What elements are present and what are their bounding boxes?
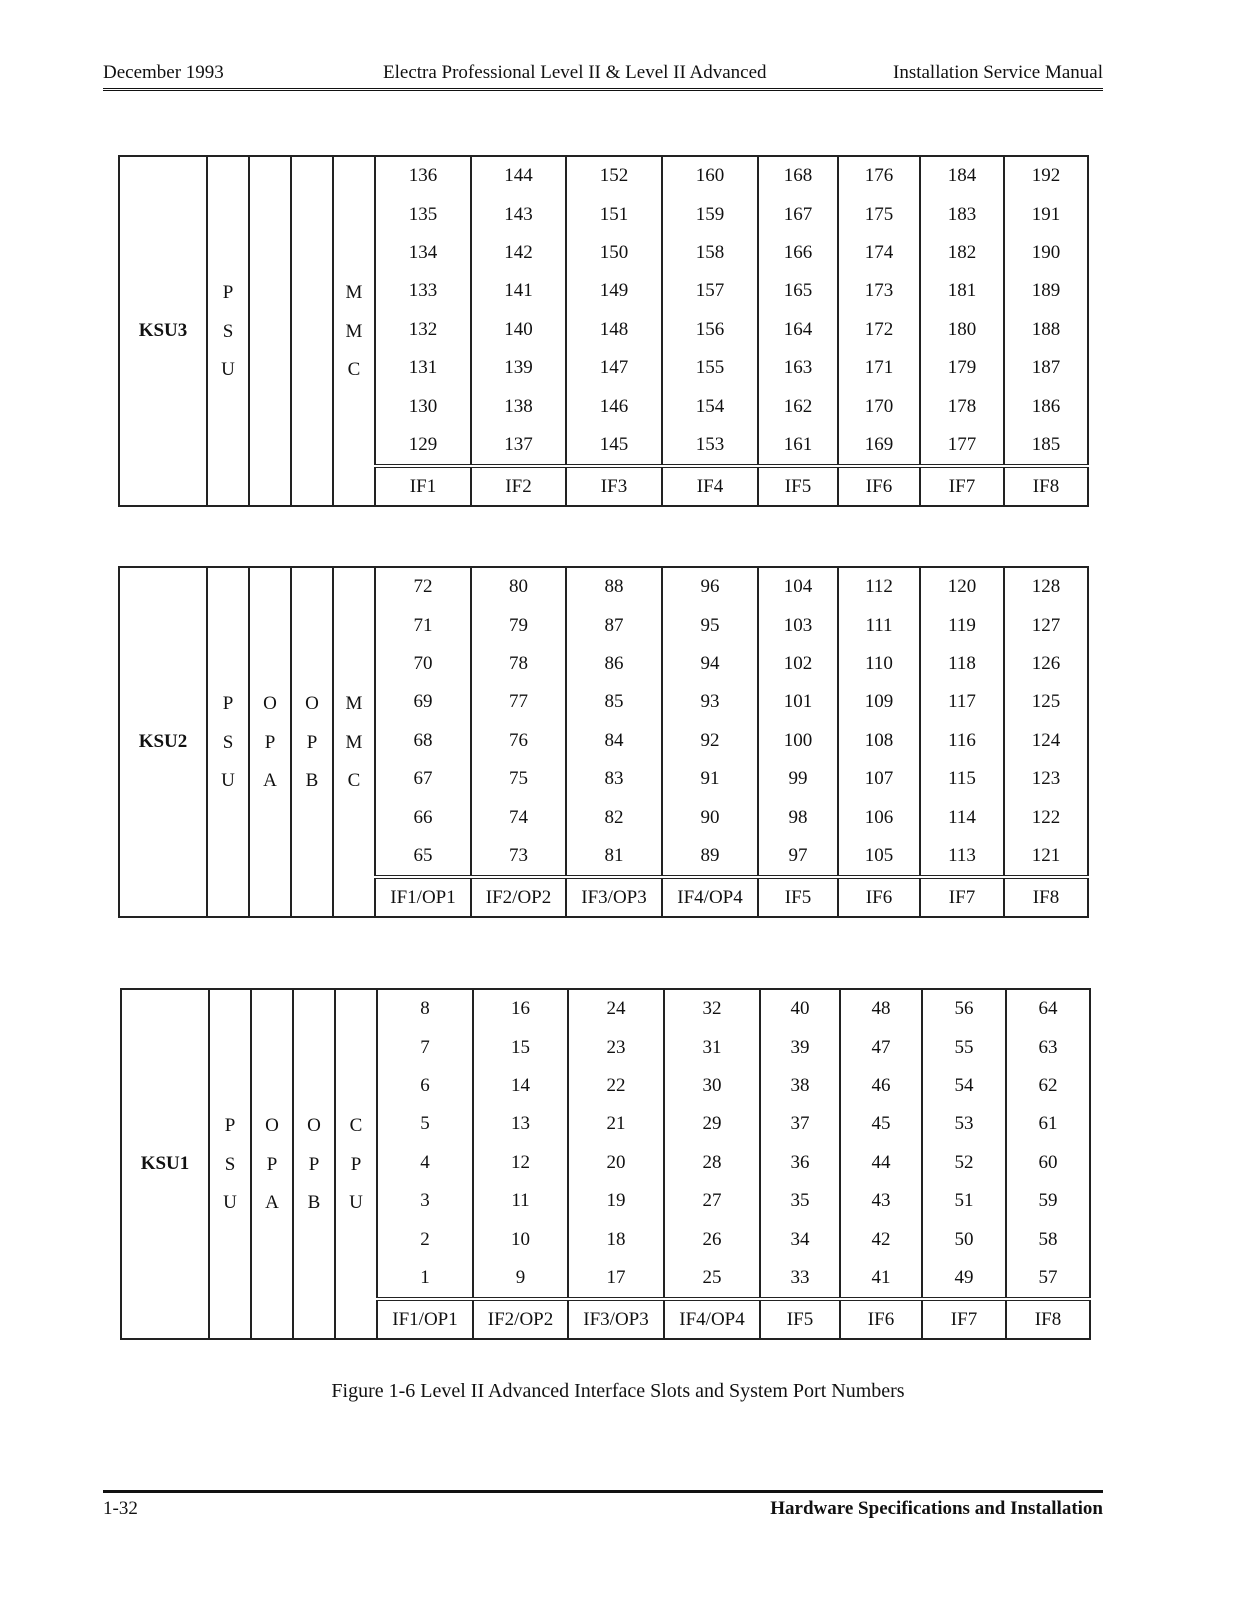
port-number: 185 bbox=[1004, 426, 1088, 466]
port-number: 5 bbox=[377, 1105, 473, 1143]
port-number: 79 bbox=[471, 606, 566, 644]
opb-letter: O bbox=[307, 1115, 321, 1137]
port-number: 122 bbox=[1004, 798, 1088, 836]
port-number: 172 bbox=[838, 311, 920, 349]
ksu-label: KSU2 bbox=[119, 567, 207, 917]
mmc-letter: C bbox=[347, 358, 361, 380]
opb-slot bbox=[291, 567, 333, 917]
port-number: 192 bbox=[1004, 156, 1088, 195]
port-number: 34 bbox=[760, 1220, 840, 1258]
port-number: 12 bbox=[473, 1144, 568, 1182]
port-number: 76 bbox=[471, 722, 566, 760]
port-number: 73 bbox=[471, 837, 566, 877]
port-number: 153 bbox=[662, 426, 758, 466]
slot-label: IF8 bbox=[1004, 877, 1088, 917]
port-number: 15 bbox=[473, 1028, 568, 1066]
port-number: 163 bbox=[758, 349, 838, 387]
slot-label: IF3/OP3 bbox=[568, 1299, 664, 1339]
port-number: 51 bbox=[922, 1182, 1006, 1220]
port-number: 120 bbox=[920, 567, 1004, 606]
slot-label: IF6 bbox=[838, 466, 920, 506]
opb-slot bbox=[291, 156, 333, 506]
slot-label: IF3 bbox=[566, 466, 662, 506]
opb-letter: O bbox=[305, 693, 319, 715]
port-number: 36 bbox=[760, 1144, 840, 1182]
slot-label: IF4/OP4 bbox=[664, 1299, 760, 1339]
port-number: 175 bbox=[838, 195, 920, 233]
port-number: 11 bbox=[473, 1182, 568, 1220]
port-number: 103 bbox=[758, 606, 838, 644]
table-row bbox=[121, 989, 1090, 1028]
port-number: 110 bbox=[838, 645, 920, 683]
port-number: 145 bbox=[566, 426, 662, 466]
port-number: 157 bbox=[662, 272, 758, 310]
psu-letter: P bbox=[222, 282, 234, 304]
port-number: 19 bbox=[568, 1182, 664, 1220]
port-number: 10 bbox=[473, 1220, 568, 1258]
mmc-letter: C bbox=[347, 769, 361, 791]
port-number: 137 bbox=[471, 426, 566, 466]
page-number: 1-32 bbox=[103, 1498, 138, 1519]
port-number: 151 bbox=[566, 195, 662, 233]
ksu-label: KSU1 bbox=[121, 989, 209, 1339]
port-number: 97 bbox=[758, 837, 838, 877]
port-number: 53 bbox=[922, 1105, 1006, 1143]
port-number: 126 bbox=[1004, 645, 1088, 683]
port-number: 83 bbox=[566, 760, 662, 798]
port-number: 109 bbox=[838, 683, 920, 721]
port-number: 161 bbox=[758, 426, 838, 466]
port-number: 33 bbox=[760, 1259, 840, 1299]
port-number: 114 bbox=[920, 798, 1004, 836]
psu-letter: U bbox=[221, 769, 235, 791]
slot-label: IF5 bbox=[758, 877, 838, 917]
port-number: 24 bbox=[568, 989, 664, 1028]
slot-label: IF2 bbox=[471, 466, 566, 506]
port-number: 183 bbox=[920, 195, 1004, 233]
port-number: 37 bbox=[760, 1105, 840, 1143]
port-number: 64 bbox=[1006, 989, 1090, 1028]
port-number: 112 bbox=[838, 567, 920, 606]
port-number: 4 bbox=[377, 1144, 473, 1182]
port-number: 106 bbox=[838, 798, 920, 836]
port-number: 164 bbox=[758, 311, 838, 349]
slot-label: IF4/OP4 bbox=[662, 877, 758, 917]
port-number: 56 bbox=[922, 989, 1006, 1028]
port-number: 21 bbox=[568, 1105, 664, 1143]
ksu1-table bbox=[120, 988, 1091, 1340]
port-number: 129 bbox=[375, 426, 471, 466]
port-number: 108 bbox=[838, 722, 920, 760]
psu-letter: S bbox=[222, 320, 234, 342]
slot-label: IF4 bbox=[662, 466, 758, 506]
port-number: 81 bbox=[566, 837, 662, 877]
slot-label: IF6 bbox=[840, 1299, 922, 1339]
port-number: 29 bbox=[664, 1105, 760, 1143]
port-number: 167 bbox=[758, 195, 838, 233]
port-number: 85 bbox=[566, 683, 662, 721]
port-number: 60 bbox=[1006, 1144, 1090, 1182]
slot-label: IF6 bbox=[838, 877, 920, 917]
opb-letter bbox=[292, 351, 332, 389]
port-number: 80 bbox=[471, 567, 566, 606]
port-number: 139 bbox=[471, 349, 566, 387]
port-number: 17 bbox=[568, 1259, 664, 1299]
port-number: 115 bbox=[920, 760, 1004, 798]
port-number: 124 bbox=[1004, 722, 1088, 760]
port-number: 101 bbox=[758, 683, 838, 721]
opa-letter: P bbox=[266, 1153, 278, 1175]
port-number: 180 bbox=[920, 311, 1004, 349]
port-number: 190 bbox=[1004, 234, 1088, 272]
slot-label: IF8 bbox=[1006, 1299, 1090, 1339]
mmc-slot bbox=[333, 156, 375, 506]
port-number: 43 bbox=[840, 1182, 922, 1220]
port-number: 71 bbox=[375, 606, 471, 644]
port-number: 150 bbox=[566, 234, 662, 272]
port-number: 143 bbox=[471, 195, 566, 233]
port-number: 9 bbox=[473, 1259, 568, 1299]
opb-letter: P bbox=[308, 1153, 320, 1175]
slot-label: IF3/OP3 bbox=[566, 877, 662, 917]
port-number: 87 bbox=[566, 606, 662, 644]
port-number: 148 bbox=[566, 311, 662, 349]
port-number: 66 bbox=[375, 798, 471, 836]
slot-label: IF2/OP2 bbox=[471, 877, 566, 917]
port-number: 35 bbox=[760, 1182, 840, 1220]
port-number: 62 bbox=[1006, 1067, 1090, 1105]
port-number: 141 bbox=[471, 272, 566, 310]
port-number: 133 bbox=[375, 272, 471, 310]
port-number: 136 bbox=[375, 156, 471, 195]
opb-letter: B bbox=[307, 1191, 321, 1213]
header-date: December 1993 bbox=[103, 62, 224, 83]
port-number: 119 bbox=[920, 606, 1004, 644]
slot-label: IF1 bbox=[375, 466, 471, 506]
port-number: 168 bbox=[758, 156, 838, 195]
port-number: 156 bbox=[662, 311, 758, 349]
port-number: 160 bbox=[662, 156, 758, 195]
port-number: 67 bbox=[375, 760, 471, 798]
port-number: 23 bbox=[568, 1028, 664, 1066]
port-number: 174 bbox=[838, 234, 920, 272]
port-number: 142 bbox=[471, 234, 566, 272]
port-number: 179 bbox=[920, 349, 1004, 387]
mmc-letter: M bbox=[345, 320, 363, 342]
mmc-slot bbox=[333, 567, 375, 917]
psu-letter: S bbox=[222, 731, 234, 753]
port-number: 188 bbox=[1004, 311, 1088, 349]
psu-slot bbox=[207, 156, 249, 506]
port-number: 170 bbox=[838, 387, 920, 425]
port-number: 70 bbox=[375, 645, 471, 683]
port-number: 178 bbox=[920, 387, 1004, 425]
port-number: 162 bbox=[758, 387, 838, 425]
port-number: 63 bbox=[1006, 1028, 1090, 1066]
port-number: 13 bbox=[473, 1105, 568, 1143]
slot-label: IF2/OP2 bbox=[473, 1299, 568, 1339]
port-number: 54 bbox=[922, 1067, 1006, 1105]
port-number: 78 bbox=[471, 645, 566, 683]
port-number: 184 bbox=[920, 156, 1004, 195]
port-number: 49 bbox=[922, 1259, 1006, 1299]
slot-label: IF5 bbox=[758, 466, 838, 506]
port-number: 92 bbox=[662, 722, 758, 760]
port-number: 155 bbox=[662, 349, 758, 387]
port-number: 40 bbox=[760, 989, 840, 1028]
opa-letter: O bbox=[263, 693, 277, 715]
figure-caption: Figure 1-6 Level II Advanced Interface Slots and System Port Numbers bbox=[331, 1380, 905, 1402]
port-number: 93 bbox=[662, 683, 758, 721]
port-number: 77 bbox=[471, 683, 566, 721]
port-number: 72 bbox=[375, 567, 471, 606]
port-number: 2 bbox=[377, 1220, 473, 1258]
opb-letter: B bbox=[305, 769, 319, 791]
ksu3-table bbox=[118, 155, 1089, 507]
port-number: 59 bbox=[1006, 1182, 1090, 1220]
port-number: 96 bbox=[662, 567, 758, 606]
psu-letter: P bbox=[222, 693, 234, 715]
port-number: 135 bbox=[375, 195, 471, 233]
port-number: 3 bbox=[377, 1182, 473, 1220]
slot-label: IF1/OP1 bbox=[375, 877, 471, 917]
opb-letter: P bbox=[306, 731, 318, 753]
port-number: 31 bbox=[664, 1028, 760, 1066]
port-number: 57 bbox=[1006, 1259, 1090, 1299]
port-number: 39 bbox=[760, 1028, 840, 1066]
port-number: 187 bbox=[1004, 349, 1088, 387]
opb-letter bbox=[292, 274, 332, 312]
port-number: 191 bbox=[1004, 195, 1088, 233]
mmc-letter: M bbox=[345, 731, 363, 753]
port-number: 94 bbox=[662, 645, 758, 683]
port-number: 52 bbox=[922, 1144, 1006, 1182]
opa-letter bbox=[250, 351, 290, 389]
port-number: 173 bbox=[838, 272, 920, 310]
port-number: 42 bbox=[840, 1220, 922, 1258]
slot-label: IF5 bbox=[760, 1299, 840, 1339]
port-number: 75 bbox=[471, 760, 566, 798]
port-number: 147 bbox=[566, 349, 662, 387]
mmc-letter: M bbox=[345, 693, 363, 715]
port-number: 55 bbox=[922, 1028, 1006, 1066]
port-number: 125 bbox=[1004, 683, 1088, 721]
psu-slot bbox=[207, 567, 249, 917]
table-row bbox=[119, 567, 1088, 606]
slot-label: IF8 bbox=[1004, 466, 1088, 506]
header-title: Electra Professional Level II & Level II Advanced bbox=[383, 62, 767, 83]
opa-letter: A bbox=[265, 1191, 279, 1213]
port-number: 144 bbox=[471, 156, 566, 195]
port-number: 84 bbox=[566, 722, 662, 760]
section-title: Hardware Specifications and Installation bbox=[770, 1498, 1103, 1519]
port-number: 14 bbox=[473, 1067, 568, 1105]
port-number: 46 bbox=[840, 1067, 922, 1105]
port-number: 25 bbox=[664, 1259, 760, 1299]
port-number: 117 bbox=[920, 683, 1004, 721]
port-number: 176 bbox=[838, 156, 920, 195]
port-number: 121 bbox=[1004, 837, 1088, 877]
port-number: 26 bbox=[664, 1220, 760, 1258]
psu-letter: S bbox=[224, 1153, 236, 1175]
port-number: 50 bbox=[922, 1220, 1006, 1258]
port-number: 6 bbox=[377, 1067, 473, 1105]
port-number: 18 bbox=[568, 1220, 664, 1258]
slot-label: IF7 bbox=[920, 466, 1004, 506]
port-number: 1 bbox=[377, 1259, 473, 1299]
port-number: 152 bbox=[566, 156, 662, 195]
port-number: 189 bbox=[1004, 272, 1088, 310]
port-number: 68 bbox=[375, 722, 471, 760]
port-number: 98 bbox=[758, 798, 838, 836]
port-number: 69 bbox=[375, 683, 471, 721]
port-number: 44 bbox=[840, 1144, 922, 1182]
slot-label: IF7 bbox=[920, 877, 1004, 917]
port-number: 58 bbox=[1006, 1220, 1090, 1258]
port-number: 177 bbox=[920, 426, 1004, 466]
psu-letter: U bbox=[223, 1191, 237, 1213]
port-number: 88 bbox=[566, 567, 662, 606]
port-number: 169 bbox=[838, 426, 920, 466]
port-number: 111 bbox=[838, 606, 920, 644]
port-number: 186 bbox=[1004, 387, 1088, 425]
port-number: 165 bbox=[758, 272, 838, 310]
port-number: 182 bbox=[920, 234, 1004, 272]
port-number: 86 bbox=[566, 645, 662, 683]
port-number: 128 bbox=[1004, 567, 1088, 606]
port-number: 32 bbox=[664, 989, 760, 1028]
psu-letter: P bbox=[224, 1115, 236, 1137]
port-number: 27 bbox=[664, 1182, 760, 1220]
psu-slot bbox=[209, 989, 251, 1339]
port-number: 30 bbox=[664, 1067, 760, 1105]
opa-slot bbox=[251, 989, 293, 1339]
port-number: 105 bbox=[838, 837, 920, 877]
port-number: 181 bbox=[920, 272, 1004, 310]
port-number: 127 bbox=[1004, 606, 1088, 644]
mmc-letter: M bbox=[345, 282, 363, 304]
port-number: 104 bbox=[758, 567, 838, 606]
port-number: 7 bbox=[377, 1028, 473, 1066]
port-number: 113 bbox=[920, 837, 1004, 877]
page-header bbox=[103, 60, 1103, 91]
port-number: 74 bbox=[471, 798, 566, 836]
port-number: 146 bbox=[566, 387, 662, 425]
port-number: 89 bbox=[662, 837, 758, 877]
port-number: 166 bbox=[758, 234, 838, 272]
port-number: 154 bbox=[662, 387, 758, 425]
port-number: 22 bbox=[568, 1067, 664, 1105]
opa-letter: O bbox=[265, 1115, 279, 1137]
port-number: 118 bbox=[920, 645, 1004, 683]
port-number: 130 bbox=[375, 387, 471, 425]
port-number: 38 bbox=[760, 1067, 840, 1105]
slot-label: IF7 bbox=[922, 1299, 1006, 1339]
port-number: 116 bbox=[920, 722, 1004, 760]
port-number: 102 bbox=[758, 645, 838, 683]
ksu2-table bbox=[118, 566, 1089, 918]
port-number: 123 bbox=[1004, 760, 1088, 798]
psu-letter: U bbox=[221, 358, 235, 380]
port-number: 20 bbox=[568, 1144, 664, 1182]
ksu-label: KSU3 bbox=[119, 156, 207, 506]
mmc-letter: C bbox=[349, 1115, 363, 1137]
opb-letter bbox=[292, 313, 332, 351]
port-number: 107 bbox=[838, 760, 920, 798]
port-number: 171 bbox=[838, 349, 920, 387]
mmc-slot bbox=[335, 989, 377, 1339]
port-number: 90 bbox=[662, 798, 758, 836]
opb-slot bbox=[293, 989, 335, 1339]
header-manual: Installation Service Manual bbox=[893, 62, 1103, 83]
slot-label: IF1/OP1 bbox=[377, 1299, 473, 1339]
port-number: 149 bbox=[566, 272, 662, 310]
port-number: 91 bbox=[662, 760, 758, 798]
port-number: 158 bbox=[662, 234, 758, 272]
port-number: 131 bbox=[375, 349, 471, 387]
port-number: 45 bbox=[840, 1105, 922, 1143]
port-number: 28 bbox=[664, 1144, 760, 1182]
port-number: 65 bbox=[375, 837, 471, 877]
port-number: 99 bbox=[758, 760, 838, 798]
opa-letter: A bbox=[263, 769, 277, 791]
mmc-letter: U bbox=[349, 1191, 363, 1213]
port-number: 132 bbox=[375, 311, 471, 349]
table-row bbox=[119, 156, 1088, 195]
port-number: 8 bbox=[377, 989, 473, 1028]
port-number: 41 bbox=[840, 1259, 922, 1299]
port-number: 140 bbox=[471, 311, 566, 349]
port-number: 47 bbox=[840, 1028, 922, 1066]
page-footer bbox=[103, 1490, 1103, 1523]
port-number: 48 bbox=[840, 989, 922, 1028]
port-number: 138 bbox=[471, 387, 566, 425]
opa-letter bbox=[250, 313, 290, 351]
port-number: 159 bbox=[662, 195, 758, 233]
opa-slot bbox=[249, 567, 291, 917]
opa-letter: P bbox=[264, 731, 276, 753]
opa-slot bbox=[249, 156, 291, 506]
port-number: 134 bbox=[375, 234, 471, 272]
port-number: 61 bbox=[1006, 1105, 1090, 1143]
port-number: 95 bbox=[662, 606, 758, 644]
opa-letter bbox=[250, 274, 290, 312]
mmc-letter: P bbox=[350, 1153, 362, 1175]
port-number: 100 bbox=[758, 722, 838, 760]
port-number: 16 bbox=[473, 989, 568, 1028]
port-number: 82 bbox=[566, 798, 662, 836]
